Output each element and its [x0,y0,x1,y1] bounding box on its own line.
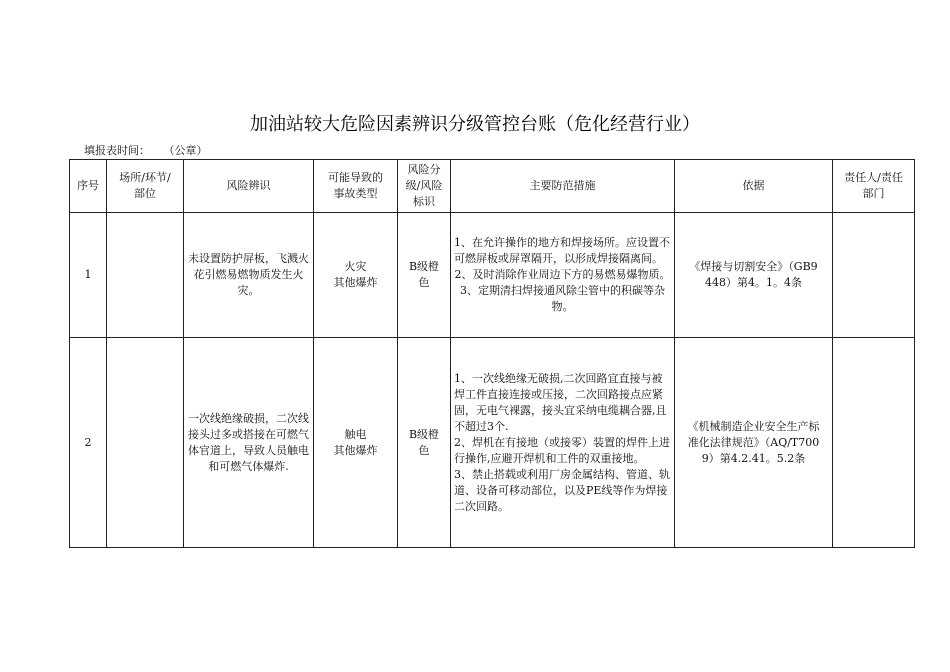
page-title: 加油站较大危险因素辨识分级管控台账（危化经营行业） [250,114,700,135]
risk-ledger-table [69,159,915,548]
measure-item: 2、及时消除作业周边下方的易燃易爆物质。 [454,268,671,281]
measure-item: 3、定期清扫焊接通风除尘管中的积碳等杂物。 [460,284,665,313]
column-header-location: 场所/环节/部位 [107,160,184,213]
row-measures [451,213,675,338]
row-risk: 一次线绝缘破损，二次线接头过多或搭接在可燃气体官道上，导致人员触电和可燃气体爆炸. [184,338,314,548]
row-accident-type: 火灾 其他爆炸 [314,213,398,338]
column-header-basis: 依据 [675,160,833,213]
row-risk: 未设置防护屏板，飞溅火花引燃易燃物质发生火灾。 [184,213,314,338]
measure-item: 1、一次线绝缘无破损,二次回路宜直接与被焊工件直接连接或压接，二次回路接点应紧固，无电气裸露，接头宜采纳电缆耦合器,且不超过3个. [454,371,667,433]
seal-label: （公章） [163,144,208,157]
row-no: 2 [70,338,107,548]
row-accident-type: 触电 其他爆炸 [314,338,398,548]
column-header-no: 序号 [70,160,107,213]
row-level: B级橙色 [398,338,451,548]
column-header-measures: 主要防范措施 [451,160,675,213]
column-header-accident-type: 可能导致的事故类型 [314,160,398,213]
row-location [107,338,184,548]
column-header-level: 风险分级/风险标识 [398,160,451,213]
fill-info-line [84,144,208,158]
row-responsible [833,338,915,548]
column-header-responsible: 责任人/责任部门 [833,160,915,213]
table-header-row [70,160,915,213]
row-location [107,213,184,338]
row-level: B级橙色 [398,213,451,338]
row-basis: 《机械制造企业安全生产标准化法律规范》（AQ/T7009）第4.2.41。5.2条 [675,338,833,548]
row-measures [451,338,675,548]
row-basis: 《焊接与切割安全》（GB9448）第4。1。4条 [675,213,833,338]
row-no: 1 [70,213,107,338]
row-responsible [833,213,915,338]
column-header-risk: 风险辨识 [184,160,314,213]
fill-time-label: 填报表时间： [84,144,150,157]
measure-item: 2、焊机在有接地（或接零）装置的焊件上进行操作,应避开焊机和工件的双重接地。 [454,435,670,465]
measure-item: 1、在允许操作的地方和焊接场所。应设置不可燃屏板或屏罩隔开，以形成焊接隔离间。 [454,236,670,265]
table-row [70,338,915,548]
table-row [70,213,915,338]
measure-item: 3、禁止搭载或利用厂房金属结构、管道、轨道、设备可移动部位，以及PE线等作为焊接二次回路。 [454,467,670,513]
